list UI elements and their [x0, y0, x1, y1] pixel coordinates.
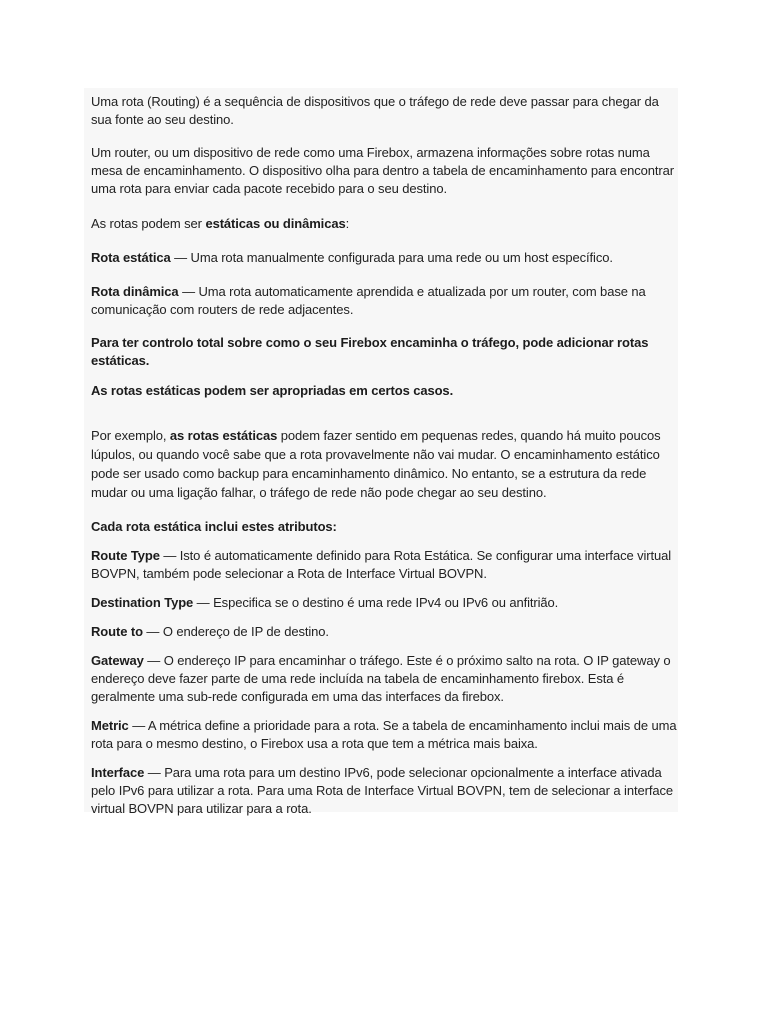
static-route-paragraph [91, 249, 681, 267]
attribute-destination-type-definition: — Especifica se o destino é uma rede IPv4 ou IPv6 ou anfitrião. [193, 595, 559, 610]
attribute-gateway-definition: — O endereço IP para encaminhar o tráfego. Este é o próximo salto na rota. O IP gateway o endereço deve fazer parte de uma rede incluída na tabela de encaminhamento firebox. Esta é geralmente uma sub-rede configurada em uma das interfaces da firebox. [91, 653, 671, 704]
route-types-suffix: : [345, 216, 350, 231]
attribute-destination-type-term: Destination Type [91, 595, 194, 610]
dynamic-route-term: Rota dinâmica [91, 284, 179, 299]
cases-statement: As rotas estáticas podem ser apropriadas em certos casos. [91, 383, 454, 398]
intro-paragraph: Uma rota (Routing) é a sequência de dispositivos que o tráfego de rede deve passar para chegar da sua fonte ao seu destino. [91, 94, 659, 127]
attribute-interface-definition: — Para uma rota para um destino IPv6, pode selecionar opcionalmente a interface ativada pelo IPv6 para utilizar a rota. Para uma Rota de Interface Virtual BOVPN, tem de selecionar a interface virtual BOVPN para utilizar para a rota. [91, 765, 673, 816]
attribute-destination-type [91, 594, 681, 612]
attribute-gateway [91, 652, 681, 706]
route-types-paragraph [91, 215, 681, 233]
attributes-heading: Cada rota estática inclui estes atributos: [91, 519, 337, 534]
dynamic-route-definition: — Uma rota automaticamente aprendida e atualizada por um router, com base na comunicação com routers de rede adjacentes. [91, 284, 646, 317]
attribute-route-to [91, 623, 681, 641]
control-statement: Para ter controlo total sobre como o seu Firebox encaminha o tráfego, pode adicionar rotas estáticas. [91, 335, 649, 368]
attribute-interface [91, 764, 681, 818]
example-paragraph [91, 426, 681, 502]
example-prefix: Por exemplo, [91, 428, 170, 443]
document-body [91, 93, 681, 818]
route-types-prefix: As rotas podem ser [91, 216, 206, 231]
example-emphasis: as rotas estáticas [169, 428, 278, 443]
attribute-route-to-definition: — O endereço de IP de destino. [142, 624, 329, 639]
attribute-route-to-term: Route to [91, 624, 143, 639]
dynamic-route-paragraph [91, 283, 681, 319]
attribute-route-type-definition: — Isto é automaticamente definido para Rota Estática. Se configurar uma interface virtual BOVPN, também pode selecionar a Rota de Interface Virtual BOVPN. [91, 548, 672, 581]
example-body: podem fazer sentido em pequenas redes, quando há muito poucos lúpulos, ou quando você sabe que a rota provavelmente não vai mudar. O encaminhamento estático pode ser usado como backup para encaminhamento dinâmico. No entanto, se a estrutura da rede mudar ou uma ligação falhar, o tráfego de rede não pode chegar ao seu destino. [91, 428, 661, 500]
static-route-term: Rota estática [91, 250, 171, 265]
attribute-metric-term: Metric [91, 718, 129, 733]
attribute-route-type-term: Route Type [91, 548, 160, 563]
router-paragraph: Um router, ou um dispositivo de rede como uma Firebox, armazena informações sobre rotas numa mesa de encaminhamento. O dispositivo olha para dentro a tabela de encaminhamento para encontrar uma rota para enviar cada pacote recebido para o seu destino. [91, 145, 674, 196]
static-route-definition: — Uma rota manualmente configurada para uma rede ou um host específico. [170, 250, 613, 265]
route-types-emphasis: estáticas ou dinâmicas [205, 216, 346, 231]
attribute-gateway-term: Gateway [91, 653, 144, 668]
attribute-interface-term: Interface [91, 765, 145, 780]
attribute-metric-definition: — A métrica define a prioridade para a rota. Se a tabela de encaminhamento inclui mais de uma rota para o mesmo destino, o Firebox usa a rota que tem a métrica mais baixa. [91, 718, 677, 751]
attribute-metric [91, 717, 681, 753]
attribute-route-type [91, 547, 681, 583]
